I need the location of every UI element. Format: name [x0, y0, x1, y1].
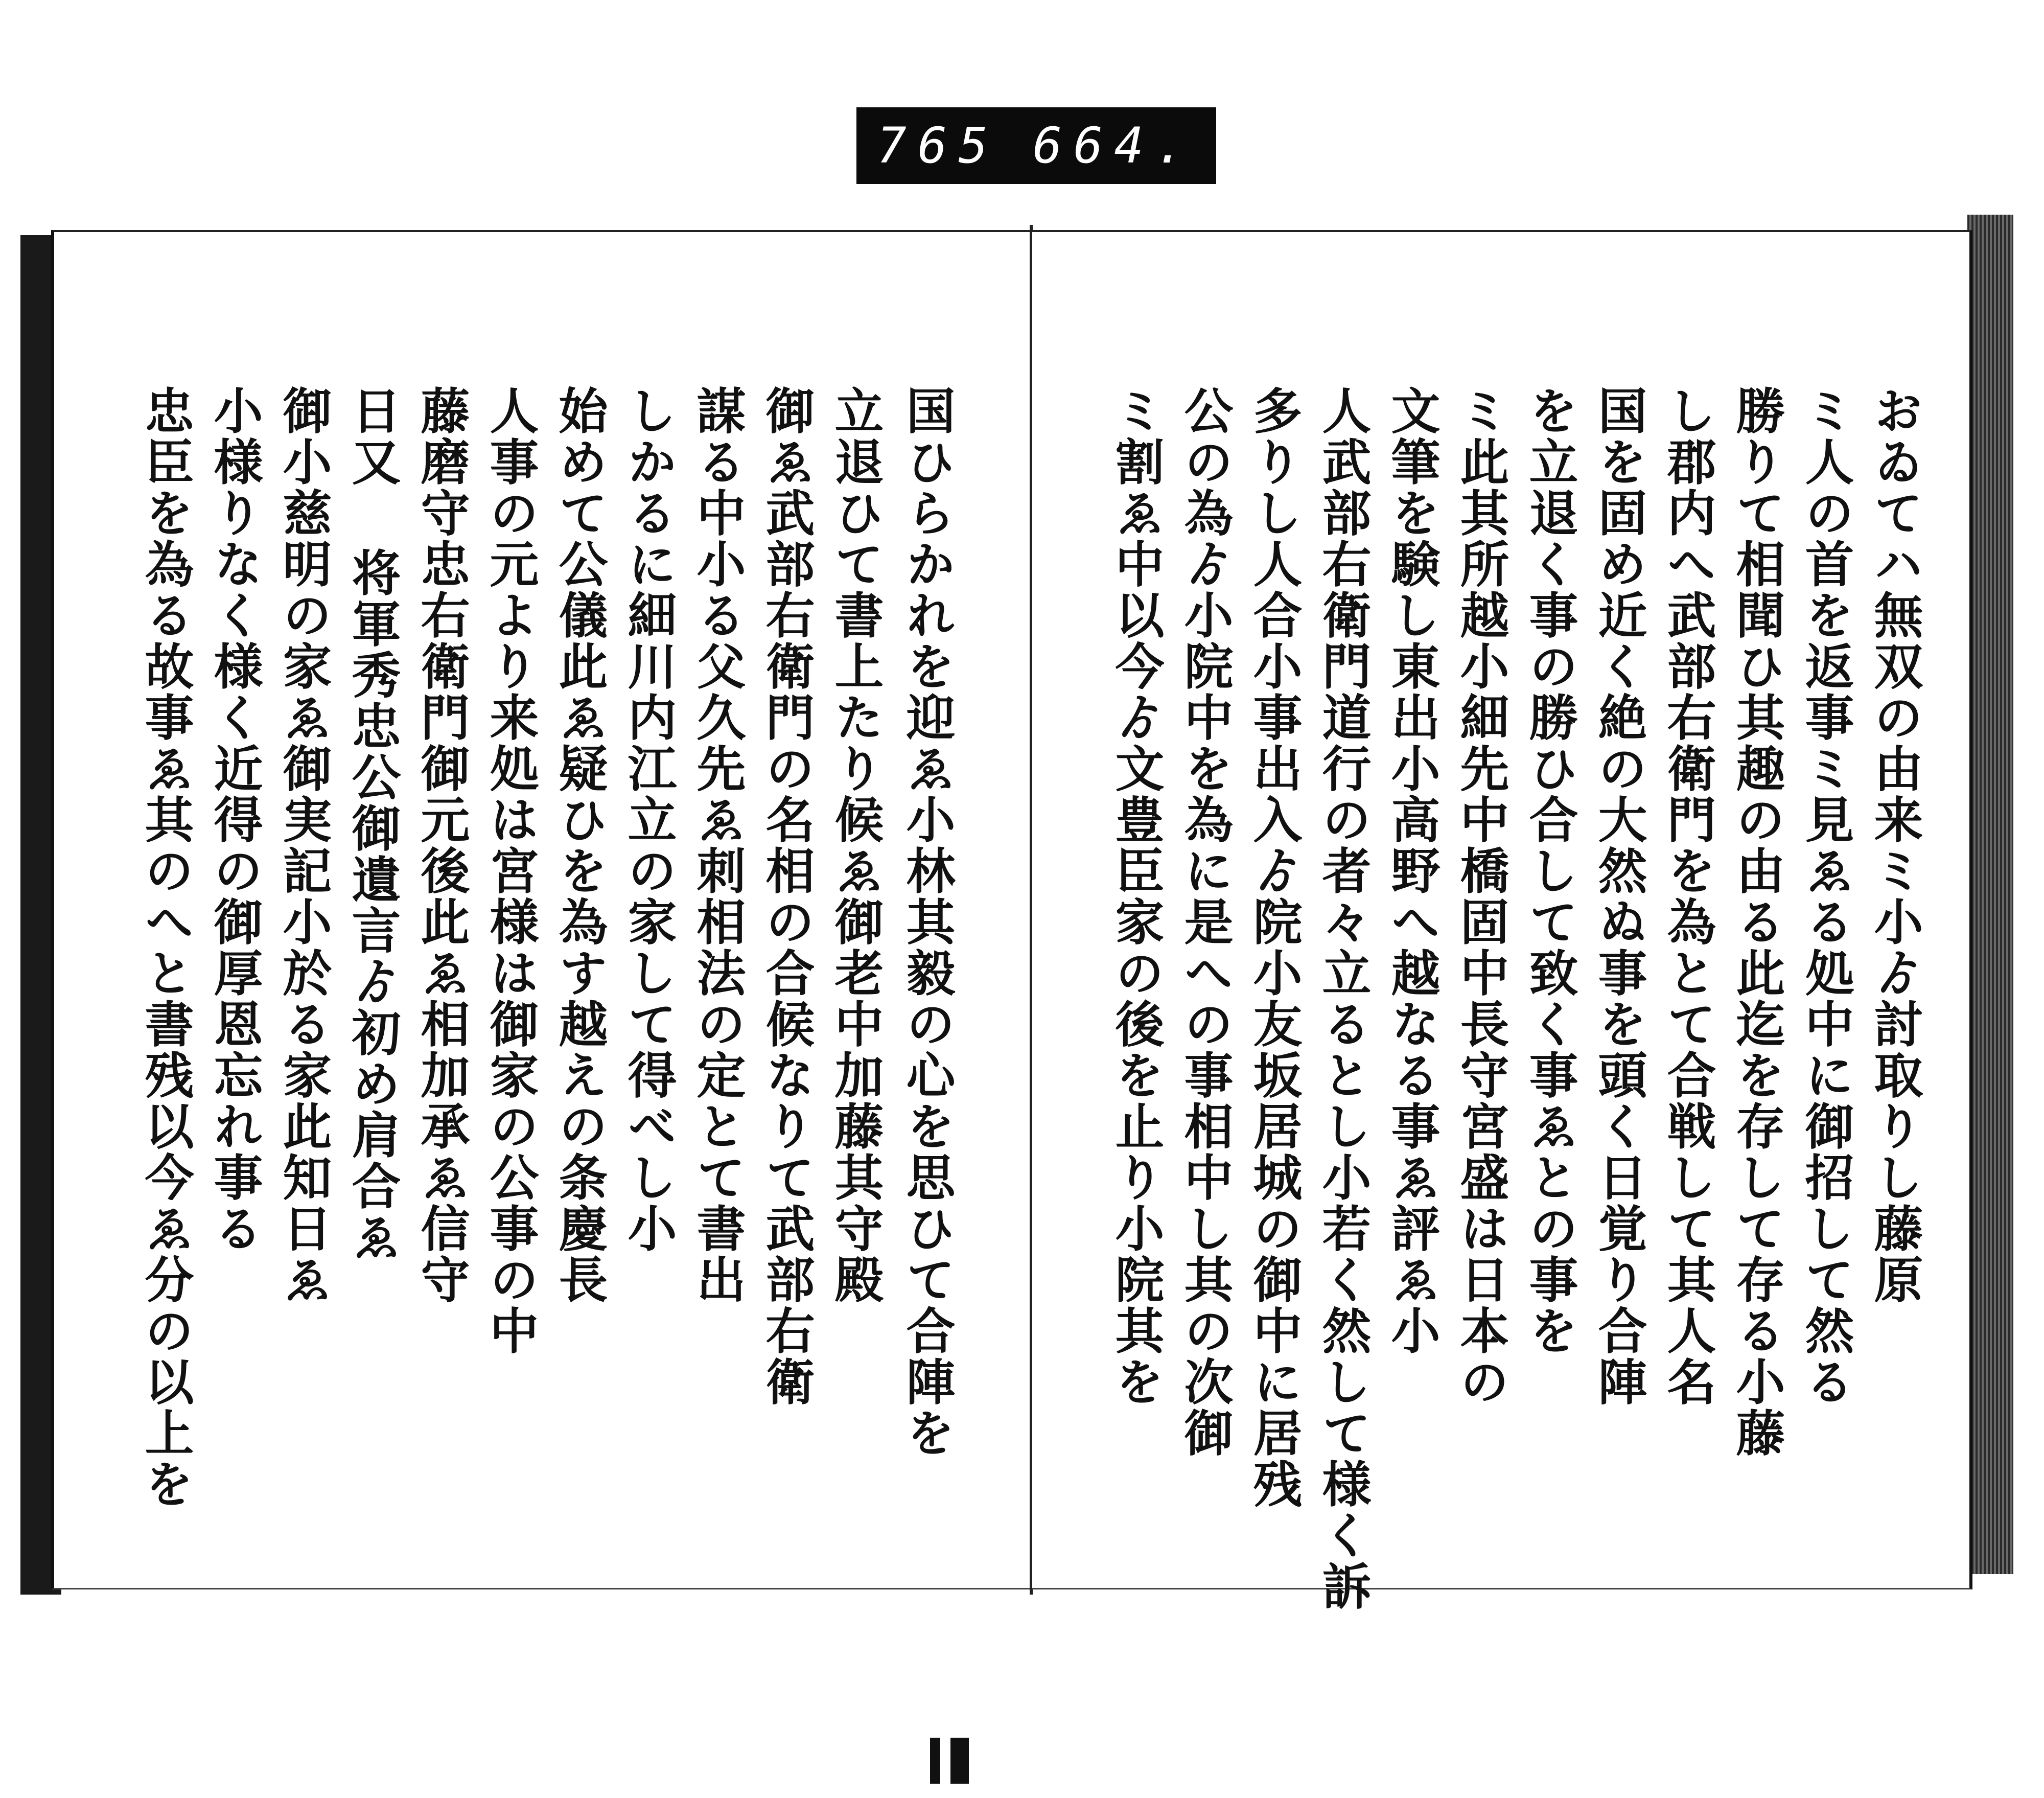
- binding-marks: [930, 1738, 991, 1784]
- left-page-column: 忠臣を為る故事ゑ其のへと書残以今ゑ分の以上を: [137, 385, 195, 1510]
- right-page-column: 勝りて相聞ひ其趣の由る此迄を存して存る小藤: [1728, 385, 1786, 1459]
- left-page-column: 御小慈明の家ゑ御実記小於る家此知日ゑ: [275, 385, 333, 1305]
- left-page-column: 人事の元より来処は宮様は御家の公事の中: [482, 385, 540, 1356]
- right-page-column: を立退く事の勝ひ合して致く事ゑとの事を: [1521, 385, 1579, 1356]
- open-book: [20, 215, 2013, 1612]
- left-page-column: 御ゑ武部右衛門の名相の合候なりて武部右衛: [758, 385, 816, 1408]
- archive-number-right: 664.: [1032, 117, 1196, 174]
- archive-number-plate: [856, 107, 1216, 184]
- binding-mark: [930, 1738, 940, 1784]
- left-page-column: 藤磨守忠右衛門御元後此ゑ相加承ゑ信守: [413, 385, 471, 1305]
- right-page-column: おゐてハ無双の由来ミ小ゟ討取りし藤原: [1866, 385, 1924, 1305]
- left-page-column: 始めて公儀此ゑ疑ひを為す越えの条慶長: [551, 385, 609, 1305]
- right-page-column: ミ此其所越小細先中橋固中長守宮盛は日本の: [1452, 385, 1510, 1408]
- right-page: [1032, 230, 1972, 1612]
- left-page-column: 謀る中小る父久先ゑ刺相法の定とて書出: [689, 385, 747, 1305]
- left-page-column: しかるに細川内江立の家して得べし小: [620, 385, 678, 1254]
- right-page-column: 多りし人合小事出入ゟ院小友坂居城の御中に居残: [1245, 385, 1303, 1510]
- right-page-column: 公の為ゟ小院中を為に是への事相中し其の次御: [1176, 385, 1234, 1459]
- archive-number-left: 765: [877, 117, 1000, 174]
- left-page-column: 国ひらかれを迎ゑ小林其毅の心を思ひて合陣を: [898, 385, 956, 1459]
- right-page-column: 人武部右衛門道行の者々立るとし小若く然して様く訴: [1314, 385, 1372, 1612]
- right-page-column: 国を固め近く絶の大然ぬ事を頭く日覚り合陣: [1590, 385, 1648, 1408]
- right-page-column: 文筆を験し東出小高野へ越なる事ゑ評ゑ小: [1383, 385, 1441, 1356]
- left-page-column: 立退ひて書上たり候ゑ御老中加藤其守殿: [827, 385, 885, 1305]
- book-page-edges-right: [1967, 215, 2013, 1574]
- right-page-column: ミ割ゑ中以今ゟ文豊臣家の後を止り小院其を: [1107, 385, 1165, 1408]
- binding-mark: [950, 1738, 969, 1784]
- left-page-column: 小様りなく様く近得の御厚恩忘れ事る: [206, 385, 264, 1254]
- left-page-column: 日又 将軍秀忠公御遺言ゟ初め肩合ゑ: [344, 385, 402, 1263]
- right-page-column: し郡内へ武部右衛門を為とて合戦して其人名: [1659, 385, 1717, 1408]
- right-page-column: ミ人の首を返事ミ見ゑる処中に御招して然る: [1797, 385, 1855, 1408]
- left-page: [51, 230, 1032, 1589]
